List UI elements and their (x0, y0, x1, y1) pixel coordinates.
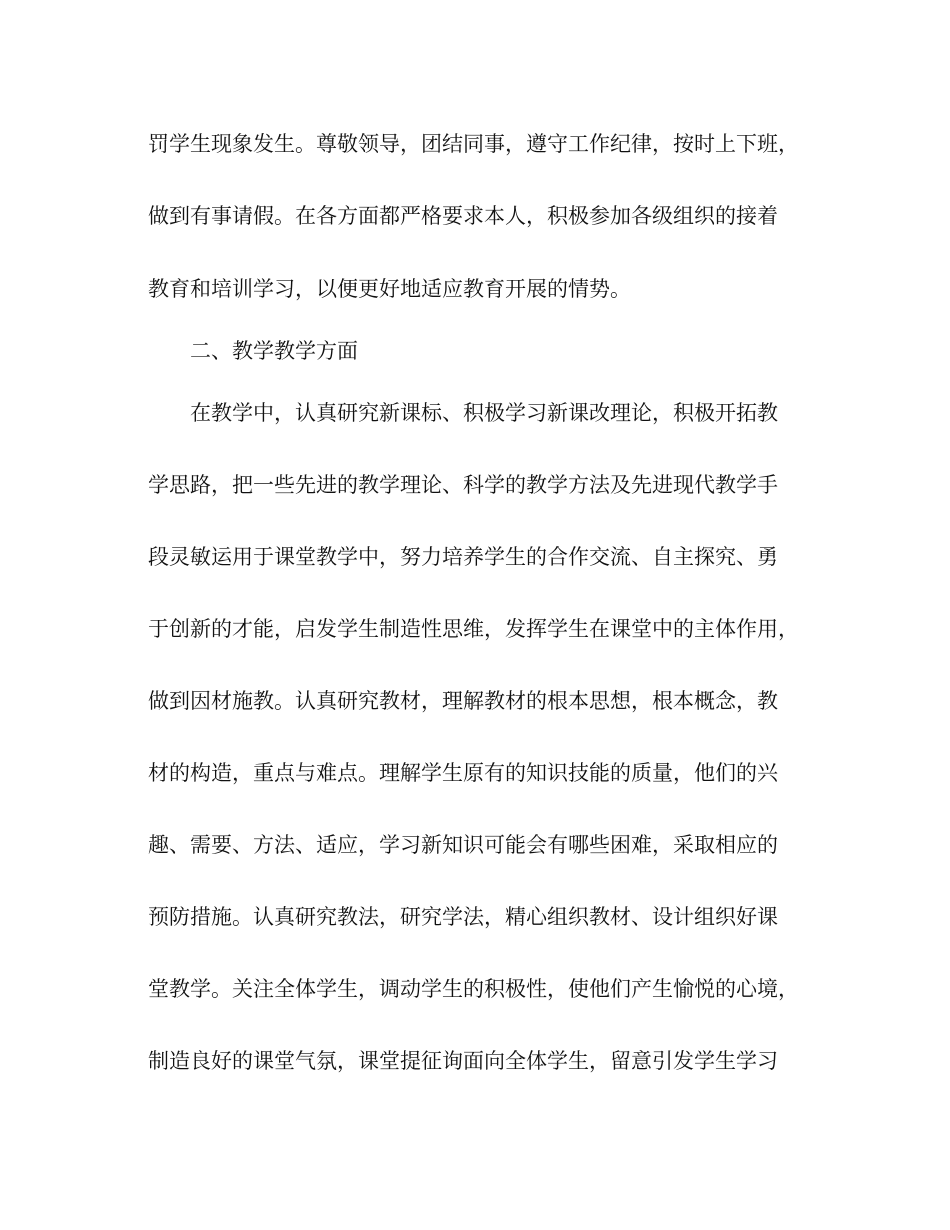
section-heading: 二、教学教学方面 (190, 339, 358, 363)
text-line: 在教学中，认真研究新课标、积极学习新课改理论，积极开拓教 (190, 401, 778, 425)
text-line: 教育和培训学习，以便更好地适应教育开展的情势。 (148, 277, 631, 301)
text-line: 罚学生现象发生。尊敬领导，团结同事，遵守工作纪律，按时上下班， (148, 132, 799, 156)
text-line: 预防措施。认真研究教法，研究学法，精心组织教材、设计组织好课 (148, 905, 778, 929)
text-line: 材的构造，重点与难点。理解学生原有的知识技能的质量，他们的兴 (148, 761, 778, 785)
text-line: 做到有事请假。在各方面都严格要求本人，积极参加各级组织的接着 (148, 204, 778, 228)
text-line: 于创新的才能，启发学生制造性思维，发挥学生在课堂中的主体作用， (148, 617, 799, 641)
text-line: 做到因材施教。认真研究教材，理解教材的根本思想，根本概念，教 (148, 689, 778, 713)
text-line: 制造良好的课堂气氛，课堂提征询面向全体学生，留意引发学生学习 (148, 1049, 778, 1073)
text-line: 学思路，把一些先进的教学理论、科学的教学方法及先进现代教学手 (148, 473, 778, 497)
text-line: 趣、需要、方法、适应，学习新知识可能会有哪些困难，采取相应的 (148, 833, 778, 857)
text-line: 段灵敏运用于课堂教学中，努力培养学生的合作交流、自主探究、勇 (148, 545, 778, 569)
text-line: 堂教学。关注全体学生，调动学生的积极性，使他们产生愉悦的心境， (148, 977, 799, 1001)
